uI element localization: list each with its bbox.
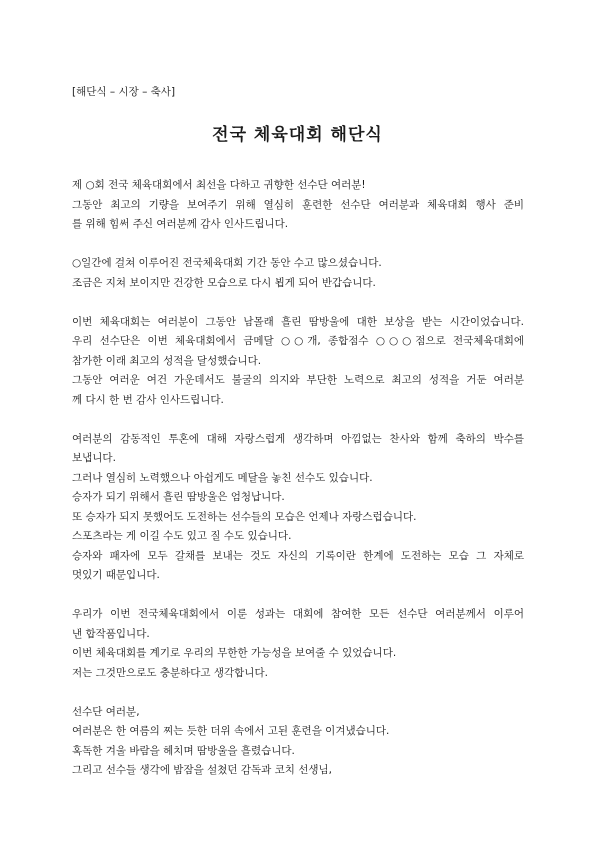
text-line: 를 위해 힘써 주신 여러분께 감사 인사드립니다. bbox=[72, 218, 289, 230]
text-line: 승자와 패자에 모두 갈채를 보내는 것도 자신의 기록이란 한계에 도전하는 모습 그 자체로 bbox=[72, 549, 524, 562]
paragraph bbox=[72, 703, 524, 781]
paragraph bbox=[72, 254, 524, 293]
text-line: 선수단 여러분, bbox=[72, 705, 140, 718]
text-line: 멋있기 때문입니다. bbox=[72, 569, 160, 581]
text-line: 승자가 되기 위해서 흘린 땀방울은 엄청납니다. bbox=[72, 491, 285, 503]
text-line: 그동안 여러운 여건 가운데서도 불굴의 의지와 부단한 노력으로 최고의 성적을 거둔 여러분 bbox=[72, 374, 524, 386]
text-line: 제 ○회 전국 체육대회에서 최선을 다하고 귀향한 선수단 여러분! bbox=[72, 179, 366, 191]
text-line: 여러분은 한 여름의 찌는 듯한 더위 속에서 고된 훈련을 이겨냈습니다. bbox=[72, 725, 390, 737]
paragraph bbox=[72, 313, 524, 411]
document-caption: [해단식 – 시장 – 축사] bbox=[72, 86, 176, 98]
paragraph bbox=[72, 430, 524, 586]
page-title: 전국 체육대회 해단식 bbox=[212, 125, 383, 145]
paragraph bbox=[72, 605, 524, 683]
text-line: 이번 체육대회를 계기로 우리의 무한한 가능성을 보여줄 수 있었습니다. bbox=[72, 647, 397, 659]
text-line: 그러나 열심히 노력했으나 아쉽게도 메달을 놓친 선수도 있습니다. bbox=[72, 471, 373, 484]
text-line: 이번 체육대회는 여러분이 그동안 남몰래 흘린 땀방울에 대한 보상을 받는 시간이었습니다. bbox=[72, 315, 524, 328]
text-line: 그리고 선수들 생각에 밤잠을 설쳤던 감독과 코치 선생님, bbox=[72, 764, 332, 776]
text-line: 여러분의 감동적인 투혼에 대해 자랑스럽게 생각하며 아낌없는 찬사와 함께 축하의 박수를 bbox=[72, 432, 524, 445]
speech-body bbox=[72, 176, 524, 800]
text-line: 조금은 지쳐 보이지만 건강한 모습으로 다시 뵙게 되어 반갑습니다. bbox=[72, 276, 376, 289]
text-line: 우리 선수단은 이번 체육대회에서 금메달 ○○개, 종합점수 ○○○점으로 전국체육대회에 bbox=[72, 335, 524, 347]
text-line: 혹독한 겨울 바람을 헤치며 땀방울을 흘렸습니다. bbox=[72, 744, 295, 757]
text-line: 낸 합작품입니다. bbox=[72, 627, 150, 640]
text-line: 께 다시 한 번 감사 인사드립니다. bbox=[72, 393, 224, 406]
text-line: 스포츠라는 게 이길 수도 있고 질 수도 있습니다. bbox=[72, 530, 292, 542]
text-line: 참가한 이래 최고의 성적을 달성했습니다. bbox=[72, 354, 262, 367]
text-line: 우리가 이번 전국체육대회에서 이룬 성과는 대회에 참여한 모든 선수단 여러분께서 이루어 bbox=[72, 608, 524, 620]
text-line: 그동안 최고의 기량을 보여주기 위해 열심히 훈련한 선수단 여러분과 체육대회 행사 준비 bbox=[72, 198, 524, 211]
paragraph bbox=[72, 176, 524, 235]
text-line: 보냅니다. bbox=[72, 452, 116, 464]
text-line: 저는 그것만으로도 충분하다고 생각합니다. bbox=[72, 666, 268, 679]
text-line: ○일간에 걸쳐 이루어진 전국체육대회 기간 동안 수고 많으셨습니다. bbox=[72, 257, 382, 269]
text-line: 또 승자가 되지 못했어도 도전하는 선수들의 모습은 언제나 자랑스럽습니다. bbox=[72, 510, 417, 523]
